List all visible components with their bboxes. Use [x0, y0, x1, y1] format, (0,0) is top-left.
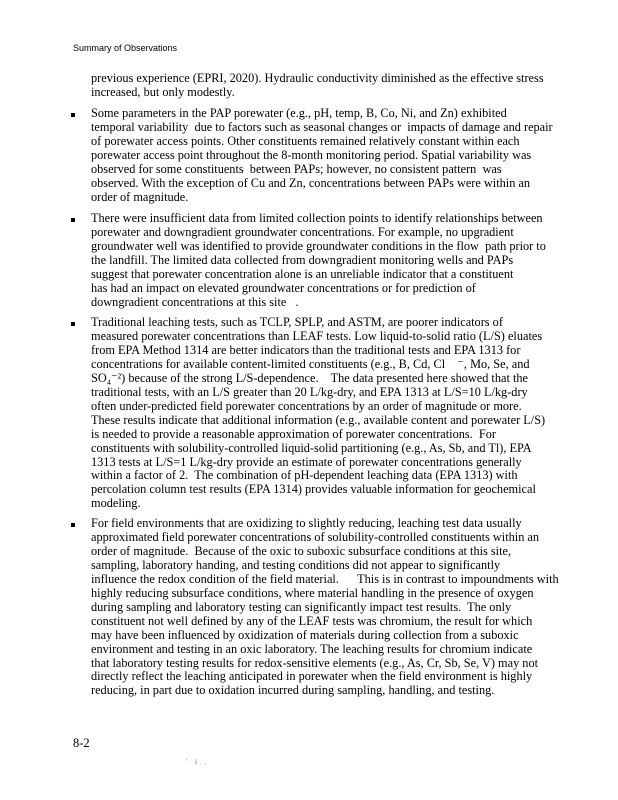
text-line: traditional tests, with an L/S greater than 20 L/kg-dry, and EPA 1313 at L/S=10 L/kg-dry [91, 384, 528, 399]
text-line: during sampling and laboratory testing can significantly impact test results. The only [91, 599, 512, 614]
text-line: downgradient concentrations at this site . [91, 294, 299, 309]
bullet-item [91, 517, 559, 698]
text-line: suggest that porewater concentration alone is an unreliable indicator that a constituent [91, 266, 514, 281]
text-line: porewater and downgradient groundwater concentrations. For example, no upgradient [91, 224, 514, 239]
text-line: often under-predicted field porewater concentrations by an order of magnitude or more. [91, 398, 522, 413]
page-number: 8-2 [73, 736, 90, 750]
text-line: sampling, laboratory handing, and testing conditions did not appear to significantly [91, 557, 501, 572]
bullet-item [91, 107, 553, 205]
text-line: observed for some constituents between PAPs; however, no consistent pattern was [91, 161, 502, 176]
text-line: modeling. [91, 496, 141, 511]
text-line: SO₄⁻²) because of the strong L/S-dependence. The data presented here showed that the [91, 370, 528, 385]
text-line: There were insufficient data from limited collection points to identify relationships between [91, 211, 543, 225]
text-line: constituent not well defined by any of the LEAF tests was chromium, the result for which [91, 613, 533, 628]
text-line: 1313 tests at L/S=1 L/kg-dry provide an estimate of porewater concentrations generally [91, 454, 522, 469]
bullet-item [91, 212, 546, 310]
text-line: has had an impact on elevated groundwater concentrations or for prediction of [91, 280, 476, 295]
text-line: environment and testing in an oxic laboratory. The leaching results for chromium indicate [91, 641, 533, 656]
text-line: approximated field porewater concentrations of solubility-controlled constituents within an [91, 529, 540, 544]
text-line: within a factor of 2. The combination of pH-dependent leaching data (EPA 1313) with [91, 468, 518, 483]
text-line: previous experience (EPRI, 2020). Hydraulic conductivity diminished as the effective stress [91, 71, 544, 85]
text-line: influence the redox condition of the field material. This is in contrast to impoundments with [91, 571, 559, 586]
text-line: directly reflect the leaching anticipated in porewater when the field environment is highly [91, 669, 533, 684]
bullet-icon [71, 218, 75, 222]
text-line: may have been influenced by oxidization of materials during collection from a suboxic [91, 627, 519, 642]
bullet-icon [71, 322, 75, 326]
text-line: porewater access point throughout the 8-month monitoring period. Spatial variability was [91, 147, 532, 162]
text-line: These results indicate that additional information (e.g., available content and porewater L/S) [91, 412, 546, 427]
text-line: that laboratory testing results for redox-sensitive elements (e.g., As, Cr, Sb, Se, V) may not [91, 655, 539, 670]
text-line: groundwater well was identified to provide groundwater conditions in the flow path prior to [91, 238, 546, 253]
bullet-item [91, 316, 545, 511]
text-line: order of magnitude. [91, 189, 189, 204]
text-line: Some parameters in the PAP porewater (e.g., pH, temp, B, Co, Ni, and Zn) exhibited [91, 106, 507, 120]
paragraph [91, 72, 544, 100]
text-line: reducing, in part due to oxidation incurred during sampling, handling, and testing. [91, 683, 495, 698]
bullet-icon [71, 523, 75, 527]
text-line: constituents with solubility-controlled liquid-solid partitioning (e.g., As, Sb, and Tl), EPA [91, 440, 532, 455]
text-line: concentrations for available content-limited constituents (e.g., B, Cd, Cl ⁻, Mo, Se, and [91, 356, 530, 371]
text-line: highly reducing subsurface conditions, where material handling in the presence of oxygen [91, 585, 534, 600]
text-line: the landfill. The limited data collected from downgradient monitoring wells and PAPs [91, 252, 514, 267]
text-line: temporal variability due to factors such as seasonal changes or impacts of damage and repair [91, 119, 553, 134]
footer-marks: ' i . [186, 758, 210, 766]
text-line: Traditional leaching tests, such as TCLP, SPLP, and ASTM, are poorer indicators of [91, 315, 503, 329]
text-line: For field environments that are oxidizing to slightly reducing, leaching test data usually [91, 516, 522, 530]
text-line: of porewater access points. Other constituents remained relatively constant within each [91, 133, 520, 148]
running-header: Summary of Observations [73, 43, 178, 53]
text-line: is needed to provide a reasonable approximation of porewater concentrations. For [91, 426, 496, 441]
text-line: from EPA Method 1314 are better indicators than the traditional tests and EPA 1313 for [91, 342, 521, 357]
text-line: order of magnitude. Because of the oxic to suboxic subsurface conditions at this site, [91, 543, 512, 558]
text-line: increased, but only modestly. [91, 84, 235, 99]
text-line: measured porewater concentrations than LEAF tests. Low liquid-to-solid ratio (L/S) eluates [91, 328, 543, 343]
bullet-icon [71, 113, 75, 117]
text-line: observed. With the exception of Cu and Zn, concentrations between PAPs were within an [91, 175, 531, 190]
text-line: percolation column test results (EPA 1314) provides valuable information for geochemical [91, 482, 536, 497]
